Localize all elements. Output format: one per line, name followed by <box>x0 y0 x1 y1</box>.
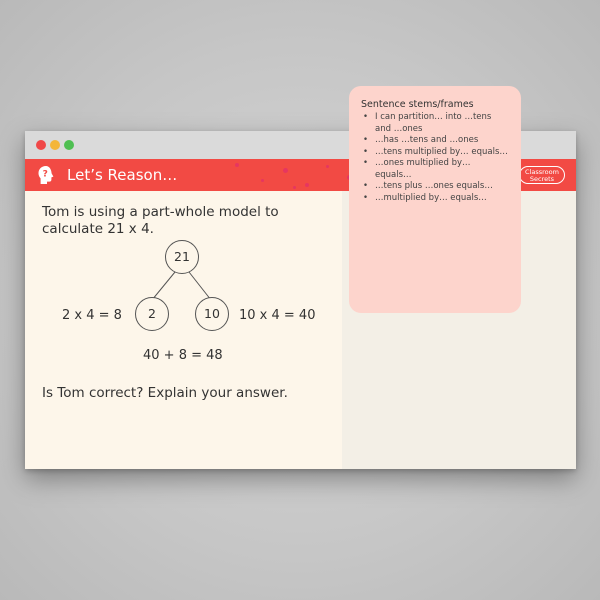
maximize-window-button[interactable] <box>64 140 74 150</box>
head-question-icon <box>37 165 55 185</box>
question-pane <box>25 191 342 469</box>
classroom-secrets-logo: Classroom Secrets <box>519 166 565 184</box>
svg-text:?: ? <box>42 169 48 180</box>
left-equation: 2 x 4 = 8 <box>62 308 122 323</box>
sentence-stem-item: • I can partition… into …tens and …ones <box>361 112 509 135</box>
part-circle-left: 2 <box>135 297 169 331</box>
sentence-stems-card <box>349 86 521 313</box>
question-text: Tom is using a part-whole model to calculate 21 x 4. <box>42 204 279 237</box>
close-window-button[interactable] <box>36 140 46 150</box>
part-circle-right: 10 <box>195 297 229 331</box>
reasoning-prompt: Is Tom correct? Explain your answer. <box>42 385 288 401</box>
sentence-stem-item: • …ones multiplied by… equals… <box>361 158 509 181</box>
sentence-stem-item: • …multiplied by… equals… <box>361 193 509 205</box>
sentence-stems-title: Sentence stems/frames <box>361 99 474 110</box>
part-whole-connectors <box>25 191 342 469</box>
minimize-window-button[interactable] <box>50 140 60 150</box>
whole-circle: 21 <box>165 240 199 274</box>
sentence-stem-item: • …has …tens and …ones <box>361 135 509 147</box>
sentence-stem-item: • …tens multiplied by… equals… <box>361 147 509 159</box>
slide-title: Let’s Reason… <box>67 166 178 184</box>
right-equation: 10 x 4 = 40 <box>239 308 316 323</box>
sentence-stems-list <box>361 112 509 204</box>
sentence-stem-item: • …tens plus …ones equals… <box>361 181 509 193</box>
total-equation: 40 + 8 = 48 <box>143 348 223 363</box>
